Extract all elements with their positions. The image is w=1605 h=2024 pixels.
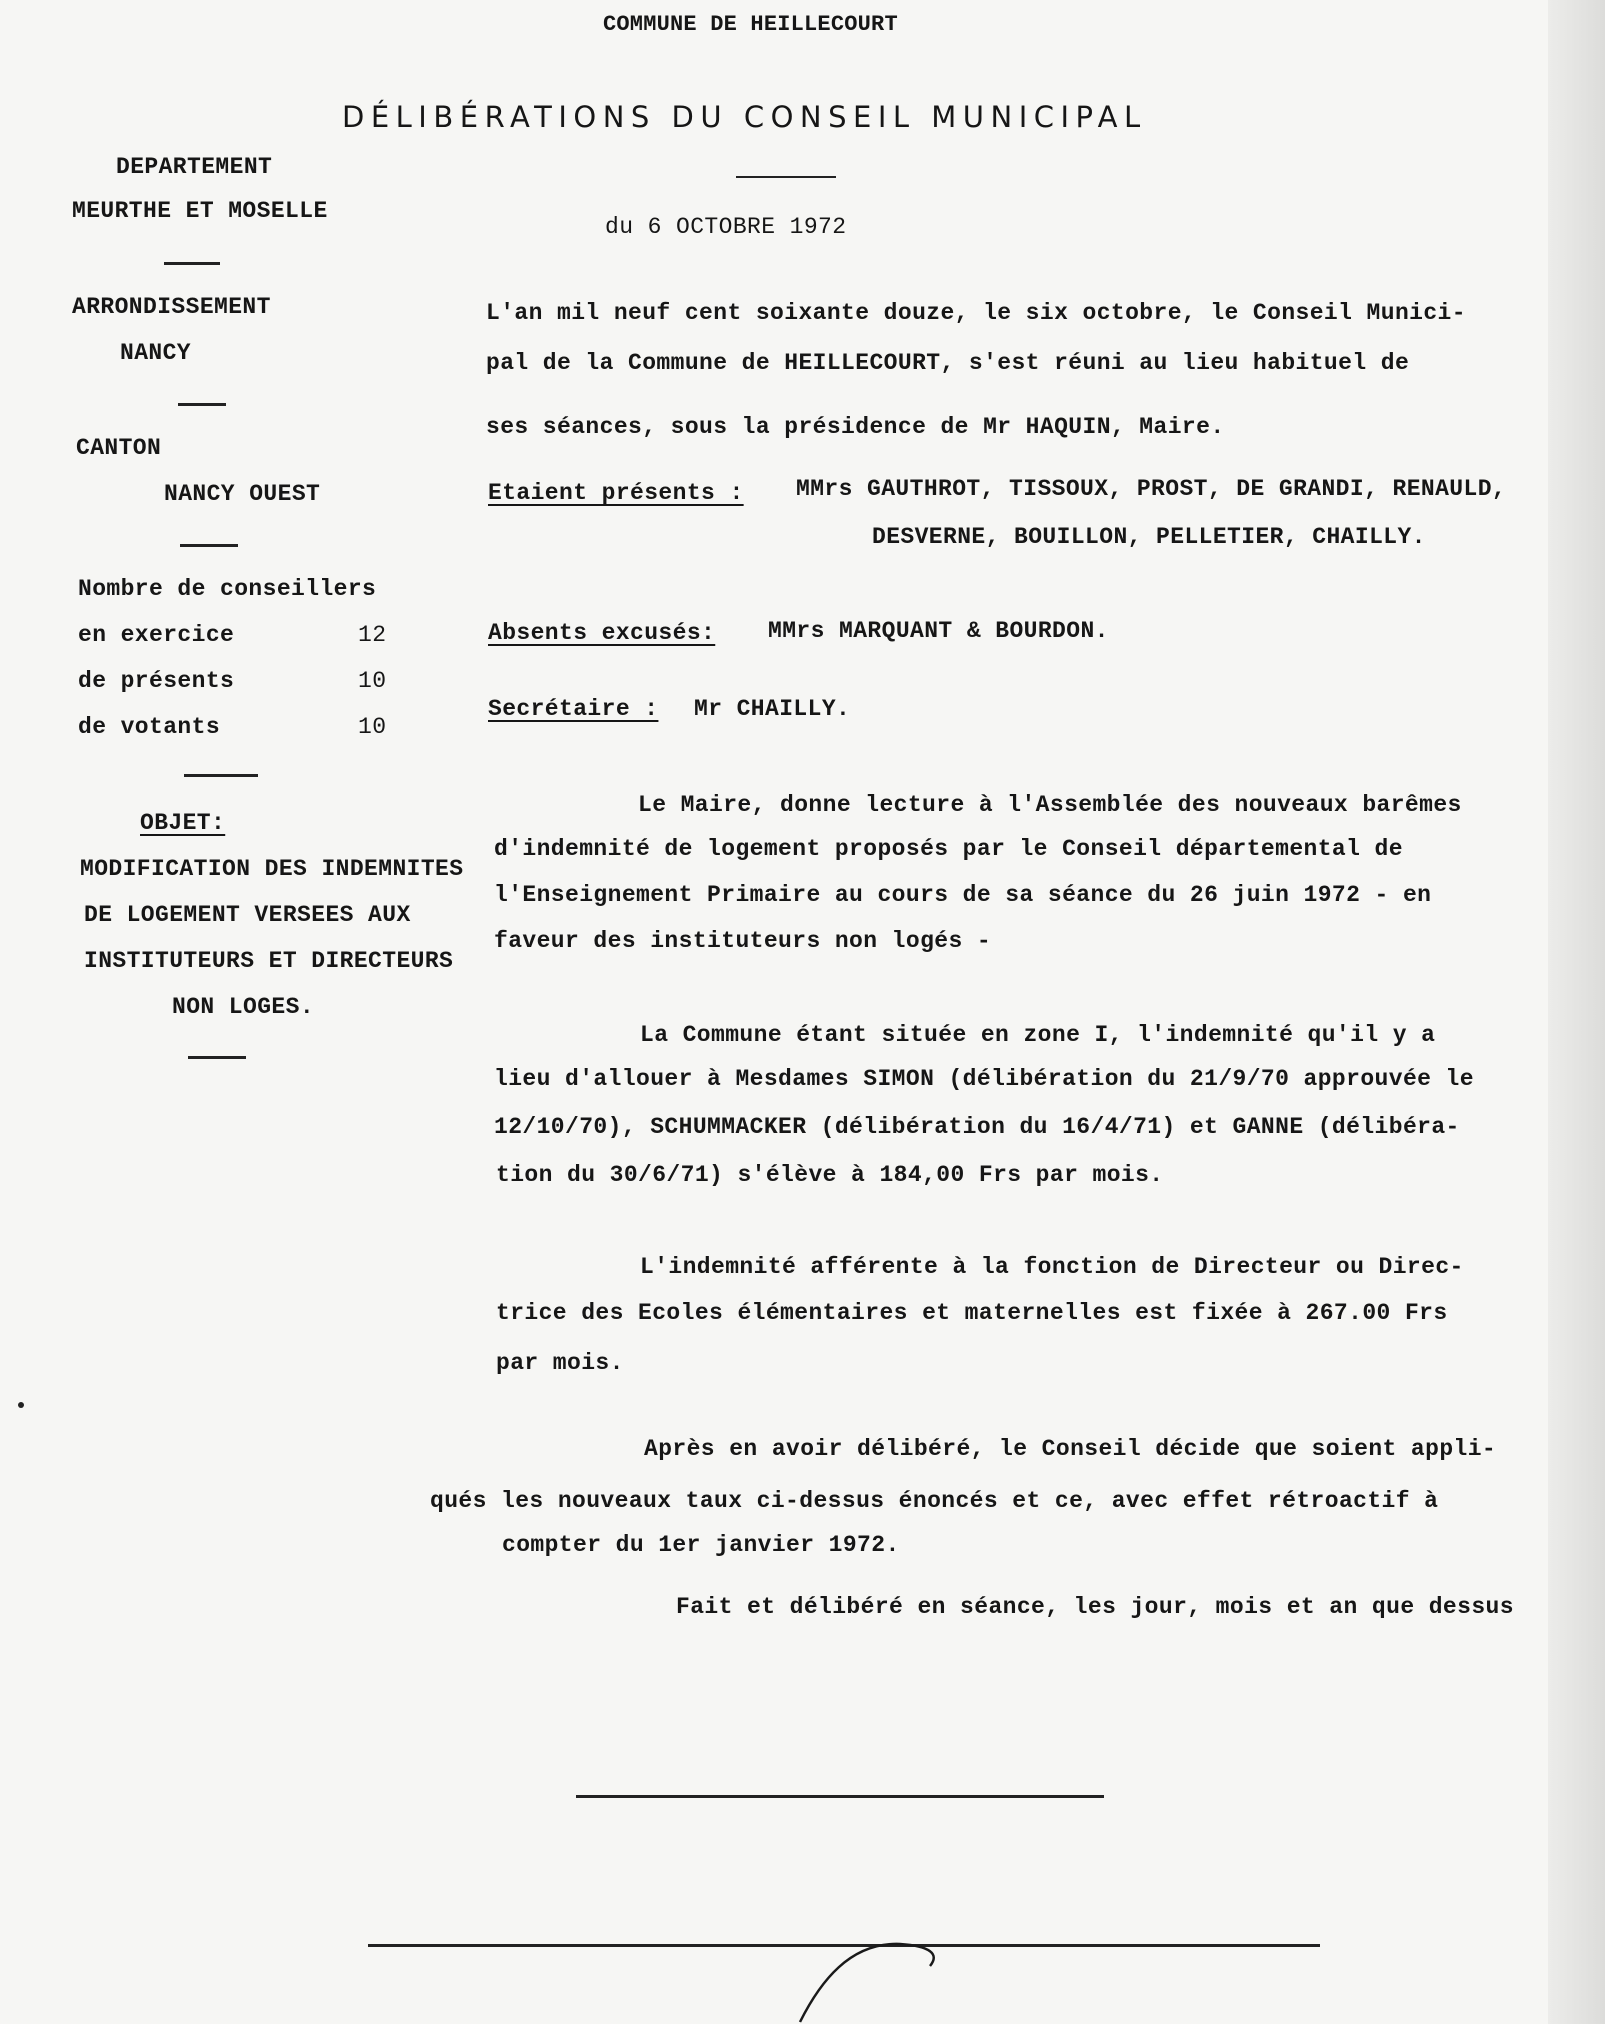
paragraph-line: tion du 30/6/71) s'élève à 184,00 Frs par mois.: [496, 1162, 1164, 1188]
commune-name: COMMUNE DE HEILLECOURT: [603, 12, 898, 37]
paragraph-line: Le Maire, donne lecture à l'Assemblée des nouveaux barêmes: [638, 792, 1462, 818]
meeting-date: du 6 OCTOBRE 1972: [605, 214, 847, 240]
sidebar-divider: [178, 403, 226, 406]
secretaire-label: Secrétaire :: [488, 696, 659, 722]
sidebar-divider: [184, 774, 258, 777]
canton-value: NANCY OUEST: [164, 481, 321, 507]
sidebar-divider: [180, 544, 238, 547]
title-divider: [736, 176, 836, 178]
paragraph-line: L'indemnité afférente à la fonction de Directeur ou Direc-: [640, 1254, 1464, 1280]
secretaire-value: Mr CHAILLY.: [694, 696, 851, 722]
count-value: 10: [358, 714, 387, 740]
departement-label: DEPARTEMENT: [116, 154, 273, 180]
count-value: 12: [358, 622, 387, 648]
sidebar-divider: [188, 1056, 246, 1059]
intro-line: L'an mil neuf cent soixante douze, le six octobre, le Conseil Munici-: [486, 300, 1466, 326]
intro-line: pal de la Commune de HEILLECOURT, s'est réuni au lieu habituel de: [486, 350, 1410, 376]
absents-value: MMrs MARQUANT & BOURDON.: [768, 618, 1109, 644]
absents-label: Absents excusés:: [488, 620, 716, 646]
count-row: [78, 714, 398, 740]
paragraph-line: faveur des instituteurs non logés -: [494, 928, 992, 954]
paragraph-line: lieu d'allouer à Mesdames SIMON (délibération du 21/9/70 approuvée le: [494, 1066, 1474, 1092]
presents-list: MMrs GAUTHROT, TISSOUX, PROST, DE GRANDI, RENAULD,: [796, 476, 1507, 502]
hole-punch-mark: [18, 1402, 24, 1408]
paragraph-line: trice des Ecoles élémentaires et maternelles est fixée à 267.00 Frs: [496, 1300, 1448, 1326]
document-title: DÉLIBÉRATIONS DU CONSEIL MUNICIPAL: [342, 100, 1147, 134]
objet-line: NON LOGES.: [172, 994, 315, 1020]
departement-value: MEURTHE ET MOSELLE: [72, 198, 328, 224]
arrondissement-label: ARRONDISSEMENT: [72, 294, 271, 320]
signature-mark: [780, 1932, 960, 2024]
objet-line: DE LOGEMENT VERSEES AUX: [84, 902, 411, 928]
presents-label: Etaient présents :: [488, 480, 744, 506]
paragraph-line: Après en avoir délibéré, le Conseil décide que soient appli-: [644, 1436, 1497, 1462]
paragraph-line: La Commune étant située en zone I, l'indemnité qu'il y a: [640, 1022, 1436, 1048]
objet-label: OBJET:: [140, 810, 226, 836]
count-label: de présents: [78, 668, 235, 694]
closing-formula: Fait et délibéré en séance, les jour, mois et an que dessus: [676, 1594, 1514, 1620]
count-label: de votants: [78, 714, 221, 740]
paragraph-line: compter du 1er janvier 1972.: [502, 1532, 900, 1558]
signature-line: [576, 1795, 1104, 1798]
objet-line: INSTITUTEURS ET DIRECTEURS: [84, 948, 454, 974]
paragraph-line: 12/10/70), SCHUMMACKER (délibération du 16/4/71) et GANNE (délibéra-: [494, 1114, 1460, 1140]
conseillers-counts: [78, 622, 398, 752]
count-value: 10: [358, 668, 387, 694]
arrondissement-value: NANCY: [120, 340, 192, 366]
paragraph-line: l'Enseignement Primaire au cours de sa séance du 26 juin 1972 - en: [494, 882, 1432, 908]
page-edge-shadow: [1548, 0, 1605, 2024]
presents-list: DESVERNE, BOUILLON, PELLETIER, CHAILLY.: [872, 524, 1426, 550]
count-label: en exercice: [78, 622, 235, 648]
intro-line: ses séances, sous la présidence de Mr HAQUIN, Maire.: [486, 414, 1225, 440]
paragraph-line: par mois.: [496, 1350, 624, 1376]
count-row: [78, 668, 398, 694]
count-row: [78, 622, 398, 648]
sidebar-divider: [164, 262, 220, 265]
conseillers-heading: Nombre de conseillers: [78, 576, 377, 602]
objet-line: MODIFICATION DES INDEMNITES: [80, 856, 464, 882]
paragraph-line: qués les nouveaux taux ci-dessus énoncés et ce, avec effet rétroactif à: [430, 1488, 1439, 1514]
canton-label: CANTON: [76, 435, 162, 461]
paragraph-line: d'indemnité de logement proposés par le Conseil départemental de: [494, 836, 1403, 862]
